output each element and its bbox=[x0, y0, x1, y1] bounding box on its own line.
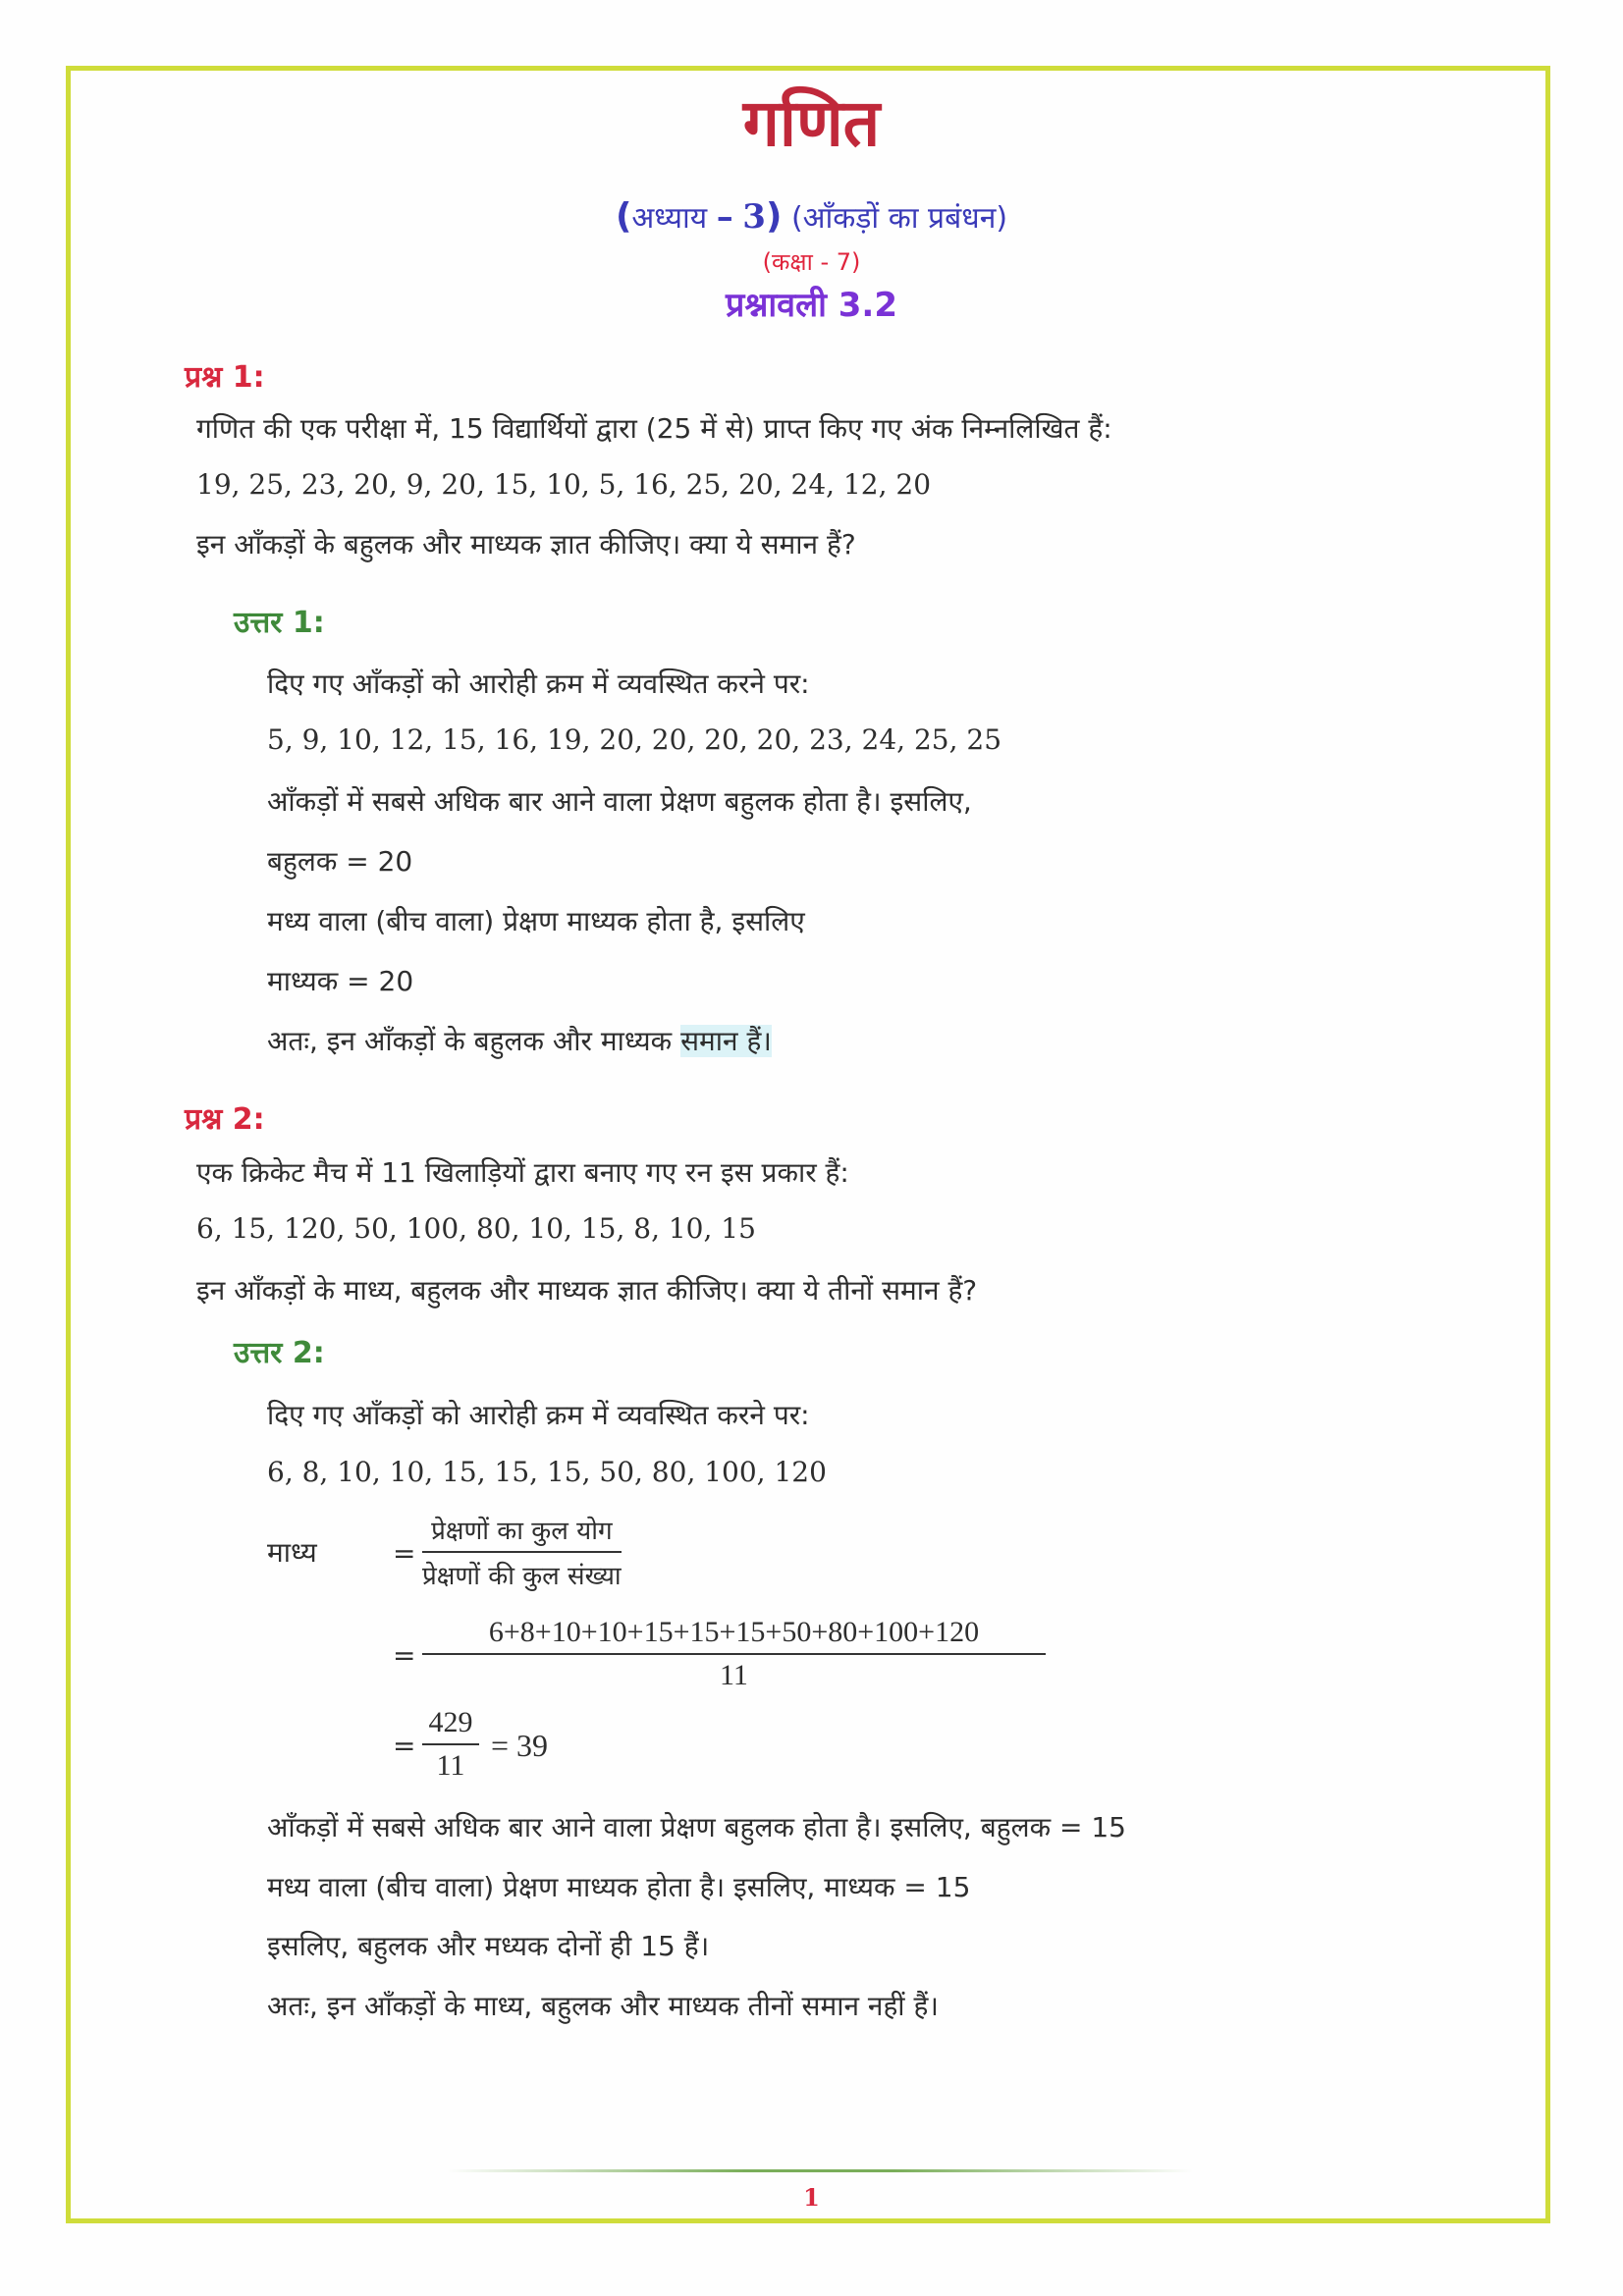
fraction-bar bbox=[422, 1743, 479, 1745]
result-numerator: 429 bbox=[428, 1706, 473, 1738]
answer-1-median: माध्यक = 20 bbox=[267, 965, 414, 997]
question-2-text: एक क्रिकेट मैच में 11 खिलाड़ियों द्वारा बनाए गए रन इस प्रकार हैं: bbox=[196, 1156, 849, 1189]
answer-2-median: मध्य वाला (बीच वाला) प्रेक्षण माध्यक होता है। इसलिए, माध्यक = 15 bbox=[267, 1871, 971, 1903]
question-1-text: गणित की एक परीक्षा में, 15 विद्यार्थियों द्वारा (25 में से) प्राप्त किए गए अंक निम्नलिखित हैं: bbox=[196, 412, 1112, 445]
answer-1-conclusion-text: अतः, इन आँकड़ों के बहुलक और माध्यक bbox=[267, 1025, 681, 1057]
answer-1-line: आँकड़ों में सबसे अधिक बार आने वाला प्रेक्षण बहुलक होता है। इसलिए, bbox=[267, 785, 972, 818]
formula-denominator: प्रेक्षणों की कुल संख्या bbox=[422, 1562, 622, 1591]
question-2-data: 6, 15, 120, 50, 100, 80, 10, 15, 8, 10, 15 bbox=[196, 1212, 756, 1245]
question-2-heading: प्रश्न 2: bbox=[185, 1102, 265, 1137]
question-1-heading: प्रश्न 1: bbox=[185, 360, 265, 395]
chapter-dash: – bbox=[716, 197, 733, 237]
class-label: (कक्षा - 7) bbox=[762, 248, 861, 276]
chapter-label: अध्याय bbox=[631, 201, 708, 236]
answer-1-conclusion-highlight: समान हैं। bbox=[680, 1025, 772, 1057]
answer-2-mode: आँकड़ों में सबसे अधिक बार आने वाला प्रेक्षण बहुलक होता है। इसलिए, बहुलक = 15 bbox=[267, 1811, 1126, 1843]
answer-1-conclusion bbox=[267, 1022, 772, 1059]
answer-2-conclusion: अतः, इन आँकड़ों के माध्य, बहुलक और माध्यक तीनों समान नहीं हैं। bbox=[267, 1990, 939, 2022]
answer-2-heading: उत्तर 2: bbox=[234, 1336, 325, 1370]
answer-1-sorted-data: 5, 9, 10, 12, 15, 16, 19, 20, 20, 20, 20, 23, 24, 25, 25 bbox=[267, 723, 1002, 756]
answer-1-line: दिए गए आँकड़ों को आरोही क्रम में व्यवस्थित करने पर: bbox=[267, 667, 810, 700]
mean-result: = 39 bbox=[491, 1728, 549, 1763]
page-number: 1 bbox=[803, 2183, 820, 2212]
sum-denominator: 11 bbox=[720, 1659, 748, 1691]
exercise-title: प्रश्नावली 3.2 bbox=[725, 286, 898, 325]
chapter-number: 3 bbox=[742, 197, 766, 237]
answer-1-line: मध्य वाला (बीच वाला) प्रेक्षण माध्यक होता है, इसलिए bbox=[267, 905, 805, 937]
answer-2-sort-line: दिए गए आँकड़ों को आरोही क्रम में व्यवस्थित करने पर: bbox=[267, 1399, 810, 1431]
answer-1-mode: बहुलक = 20 bbox=[267, 845, 413, 878]
chapter-close-paren: ) bbox=[765, 196, 783, 237]
answer-2-sorted-data: 6, 8, 10, 10, 15, 15, 15, 50, 80, 100, 120 bbox=[267, 1456, 827, 1488]
equals-sign: = bbox=[393, 1537, 416, 1570]
answer-2-line: इसलिए, बहुलक और मध्यक दोनों ही 15 हैं। bbox=[267, 1930, 710, 1962]
equals-sign: = bbox=[393, 1639, 416, 1672]
chapter-open-paren: ( bbox=[615, 196, 632, 237]
fraction-bar bbox=[422, 1551, 622, 1553]
result-fraction bbox=[422, 1706, 479, 1783]
footer-divider bbox=[447, 2169, 1193, 2172]
result-denominator: 11 bbox=[436, 1749, 465, 1782]
mean-formula-fraction bbox=[422, 1512, 622, 1592]
question-1-data: 19, 25, 23, 20, 9, 20, 15, 10, 5, 16, 25, 20, 24, 12, 20 bbox=[196, 468, 932, 501]
sum-numerator: 6+8+10+10+15+15+15+50+80+100+120 bbox=[488, 1616, 980, 1648]
mean-label: माध्य bbox=[267, 1536, 317, 1569]
fraction-bar bbox=[422, 1653, 1046, 1655]
answer-1-heading: उत्तर 1: bbox=[234, 606, 325, 640]
question-2-ask: इन आँकड़ों के माध्य, बहुलक और माध्यक ज्ञात कीजिए। क्या ये तीनों समान हैं? bbox=[196, 1274, 978, 1307]
equals-sign: = bbox=[393, 1730, 416, 1762]
formula-numerator: प्रेक्षणों का कुल योग bbox=[431, 1517, 613, 1546]
page-title: गणित bbox=[742, 85, 881, 161]
chapter-heading bbox=[0, 196, 1623, 237]
question-1-ask: इन आँकड़ों के बहुलक और माध्यक ज्ञात कीजिए। क्या ये समान हैं? bbox=[196, 528, 856, 561]
sum-fraction bbox=[422, 1616, 1046, 1692]
chapter-topic: (आँकड़ों का प्रबंधन) bbox=[790, 201, 1008, 236]
